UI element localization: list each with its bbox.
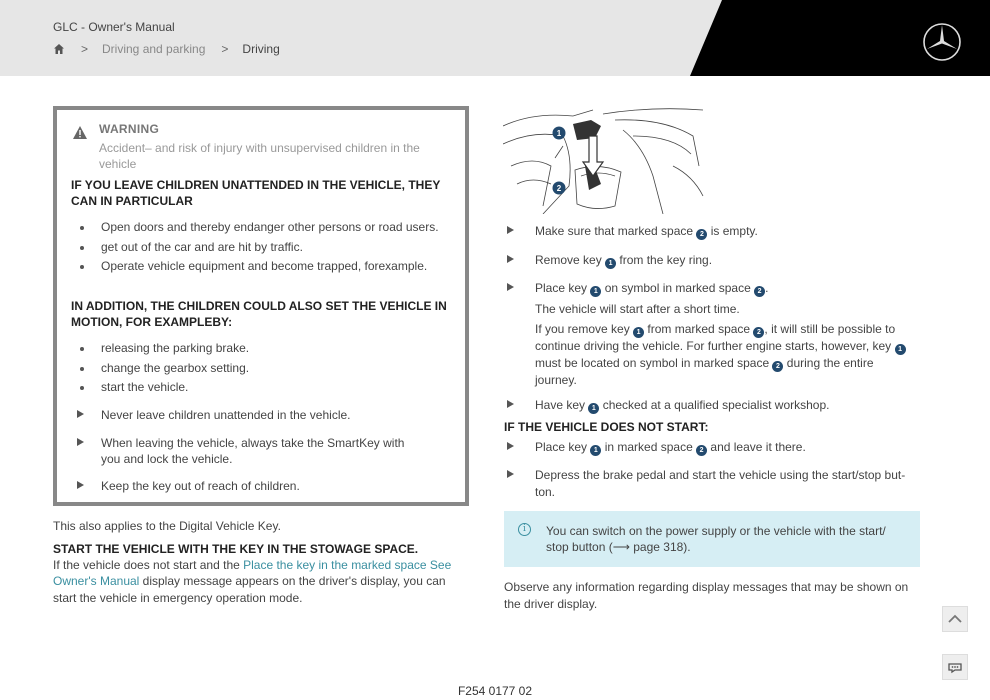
section-heading: START THE VEHICLE WITH THE KEY IN THE STOWAGE SPACE.: [53, 542, 419, 556]
chat-icon: [943, 655, 967, 679]
step-item: Make sure that marked space 2 is empty.: [507, 223, 912, 240]
badge-2-icon: 2: [696, 229, 707, 240]
manual-title: GLC - Owner's Manual: [53, 20, 175, 34]
breadcrumb-link[interactable]: Driving and parking: [102, 42, 206, 56]
badge-2-icon: 2: [696, 445, 707, 456]
digital-key-note: This also applies to the Digital Vehicle Key.: [53, 519, 281, 533]
badge-2-icon: 2: [772, 361, 783, 372]
arrow-right-icon: [77, 438, 84, 446]
list-item: Operate vehicle equipment and become trapped, forexample.: [77, 257, 439, 277]
list-item: Open doors and thereby endanger other persons or road users.: [77, 218, 439, 238]
warning-heading: IN ADDITION, THE CHILDREN COULD ALSO SET THE VEHICLE IN MOTION, FOR EXAMPLEBY:: [71, 299, 447, 329]
action-item: Keep the key out of reach of children.: [77, 478, 427, 494]
warning-box: [53, 106, 469, 506]
scroll-to-top-button[interactable]: [942, 606, 968, 632]
step-item: Place key 1 on symbol in marked space 2 . The vehicle will start after a short time. If you remove key 1 from marked space 2 , it will still be possible to continue driving the vehicle. For further engine starts, however, key 1 must be located on symbol in marked space 2 during the entire journey.: [507, 280, 912, 388]
badge-1-icon: 1: [895, 344, 906, 355]
chevron-up-icon: [943, 607, 967, 631]
observe-text: Observe any information regarding display messages that may be shown on the driver display.: [504, 580, 909, 611]
info-box: [504, 511, 920, 567]
info-text[interactable]: You can switch on the power supply or the vehicle with the start/ stop button (⟶ page 318).: [546, 524, 886, 554]
step-item: Remove key 1 from the key ring.: [507, 252, 912, 269]
arrow-right-icon: [507, 442, 514, 450]
display-message-link[interactable]: Place the key in the marked space See Owner's Manual: [53, 558, 452, 589]
chat-button[interactable]: [942, 654, 968, 680]
info-icon: i: [518, 523, 531, 536]
action-item: Never leave children unattended in the vehicle.: [77, 407, 427, 423]
image-badge: 2: [556, 184, 562, 193]
step-item: Place key 1 in marked space 2 and leave it there.: [507, 439, 912, 456]
stowage-space-illustration: [503, 106, 705, 214]
badge-2-icon: 2: [753, 327, 764, 338]
arrow-right-icon: [507, 255, 514, 263]
warning-title: WARNING: [99, 122, 160, 136]
badge-1-icon: 1: [605, 258, 616, 269]
header: [0, 0, 990, 76]
badge-1-icon: 1: [590, 445, 601, 456]
badge-1-icon: 1: [588, 403, 599, 414]
badge-1-icon: 1: [633, 327, 644, 338]
arrow-right-icon: [507, 470, 514, 478]
home-icon[interactable]: [53, 43, 65, 55]
list-item: releasing the parking brake.: [77, 339, 249, 359]
badge-2-icon: 2: [754, 286, 765, 297]
image-badge: 1: [556, 129, 562, 138]
arrow-right-icon: [77, 410, 84, 418]
warning-triangle-icon: [73, 126, 87, 139]
arrow-right-icon: [507, 226, 514, 234]
step-item: Depress the brake pedal and start the vehicle using the start/stop but-ton.: [507, 467, 907, 500]
section-heading: IF THE VEHICLE DOES NOT START:: [504, 420, 709, 434]
list-item: change the gearbox setting.: [77, 359, 249, 379]
image-code: F254 0177 02: [457, 684, 533, 698]
warning-list: [77, 339, 249, 398]
chevron-right-icon: >: [221, 42, 229, 56]
step-item: Have key 1 checked at a qualified specialist workshop.: [507, 397, 912, 414]
warning-subtitle: Accident– and risk of injury with unsupervised children in the vehicle: [99, 141, 420, 171]
start-paragraph: If the vehicle does not start and the Place the key in the marked space See Owner's Manual display message appears on the driver's display, you can start the vehicle in emergency operation mode.: [53, 558, 452, 605]
arrow-right-icon: [77, 481, 84, 489]
mercedes-star-logo[interactable]: [922, 22, 962, 62]
list-item: get out of the car and are hit by traffic.: [77, 238, 439, 258]
breadcrumb: [53, 42, 280, 56]
warning-list: [77, 218, 439, 277]
action-item: When leaving the vehicle, always take the SmartKey with you and lock the vehicle.: [77, 435, 427, 467]
arrow-right-icon: [507, 283, 514, 291]
badge-1-icon: 1: [590, 286, 601, 297]
warning-heading: IF YOU LEAVE CHILDREN UNATTENDED IN THE VEHICLE, THEY CAN IN PARTICULAR: [71, 178, 441, 208]
chevron-right-icon: >: [81, 42, 89, 56]
list-item: start the vehicle.: [77, 378, 249, 398]
arrow-right-icon: [507, 400, 514, 408]
breadcrumb-current: Driving: [242, 42, 280, 56]
